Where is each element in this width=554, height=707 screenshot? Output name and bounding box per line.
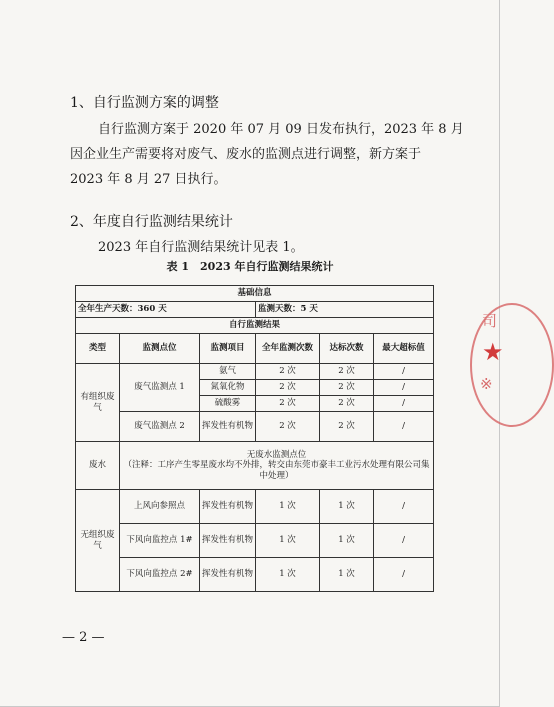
seal-char-bottom: ※ bbox=[480, 375, 493, 393]
table-cell-max: / bbox=[374, 524, 434, 558]
header-type: 类型 bbox=[76, 334, 120, 364]
monitoring-days: 监测天数：5 天 bbox=[256, 302, 434, 318]
table-cell-point: 下风向监控点 2# bbox=[120, 558, 200, 592]
section2-para: 2023 年自行监测结果统计见表 1。 bbox=[98, 240, 304, 255]
section1-para-line2: 因企业生产需要将对废气、废水的监测点进行调整，新方案于 bbox=[70, 147, 422, 162]
table-cell-point: 上风向参照点 bbox=[120, 490, 200, 524]
header-pass: 达标次数 bbox=[320, 334, 374, 364]
results-table bbox=[75, 285, 434, 592]
wastewater-note bbox=[120, 442, 434, 490]
section1-para-line3: 2023 年 8 月 27 日执行。 bbox=[70, 172, 227, 187]
wastewater-line1: 无废水监测点位 bbox=[246, 449, 307, 460]
table-cell-pass: 2 次 bbox=[320, 380, 374, 396]
section2-heading: 2、年度自行监测结果统计 bbox=[70, 214, 233, 230]
table-cell-count: 2 次 bbox=[256, 364, 320, 380]
table-cell-pass: 1 次 bbox=[320, 490, 374, 524]
type-wastewater: 废水 bbox=[76, 442, 120, 490]
page-number: — 2 — bbox=[62, 630, 105, 645]
type-organized: 有组织废气 bbox=[76, 364, 120, 442]
seal-char-top: 司 bbox=[482, 312, 498, 330]
table-cell-pass: 1 次 bbox=[320, 524, 374, 558]
table-cell-pass: 2 次 bbox=[320, 412, 374, 442]
header-point: 监测点位 bbox=[120, 334, 200, 364]
table-cell-item: 挥发性有机物 bbox=[200, 490, 256, 524]
wastewater-line2: （注释：工序产生零星废水均不外排，转交由东莞市豪丰工业污水处理有限公司集中处理） bbox=[123, 460, 430, 481]
header-item: 监测项目 bbox=[200, 334, 256, 364]
table-cell-item: 挥发性有机物 bbox=[200, 412, 256, 442]
table-cell-max: / bbox=[374, 412, 434, 442]
basic-info-header: 基础信息 bbox=[76, 286, 434, 302]
table-cell-item: 挥发性有机物 bbox=[200, 524, 256, 558]
header-count: 全年监测次数 bbox=[256, 334, 320, 364]
table-cell-item: 挥发性有机物 bbox=[200, 558, 256, 592]
table-cell-count: 2 次 bbox=[256, 412, 320, 442]
table-cell-count: 2 次 bbox=[256, 396, 320, 412]
production-days: 全年生产天数：360 天 bbox=[76, 302, 256, 318]
table-cell-point: 下风向监控点 1# bbox=[120, 524, 200, 558]
table-cell-item: 氮氧化物 bbox=[200, 380, 256, 396]
table-cell-count: 2 次 bbox=[256, 380, 320, 396]
table-cell-pass: 2 次 bbox=[320, 364, 374, 380]
table-cell-max: / bbox=[374, 396, 434, 412]
table-cell-max: / bbox=[374, 380, 434, 396]
organized-point1: 废气监测点 1 bbox=[120, 364, 200, 412]
table-cell-max: / bbox=[374, 364, 434, 380]
table-cell-pass: 2 次 bbox=[320, 396, 374, 412]
table-cell-count: 1 次 bbox=[256, 490, 320, 524]
section1-para-line1: 自行监测方案于 2020 年 07 月 09 日发布执行，2023 年 8 月 bbox=[98, 122, 464, 137]
table-cell-item: 硫酸雾 bbox=[200, 396, 256, 412]
table-cell-count: 1 次 bbox=[256, 558, 320, 592]
table-cell-max: / bbox=[374, 490, 434, 524]
header-max: 最大超标值 bbox=[374, 334, 434, 364]
table-cell-count: 1 次 bbox=[256, 524, 320, 558]
results-header: 自行监测结果 bbox=[76, 318, 434, 334]
table-cell-max: / bbox=[374, 558, 434, 592]
table-cell-pass: 1 次 bbox=[320, 558, 374, 592]
table-title: 表 1 2023 年自行监测结果统计 bbox=[166, 260, 334, 273]
type-unorganized: 无组织废气 bbox=[76, 490, 120, 592]
seal-star-icon: ★ bbox=[482, 338, 504, 366]
organized-point2: 废气监测点 2 bbox=[120, 412, 200, 442]
table-cell-item: 氨气 bbox=[200, 364, 256, 380]
section1-heading: 1、自行监测方案的调整 bbox=[70, 95, 219, 111]
